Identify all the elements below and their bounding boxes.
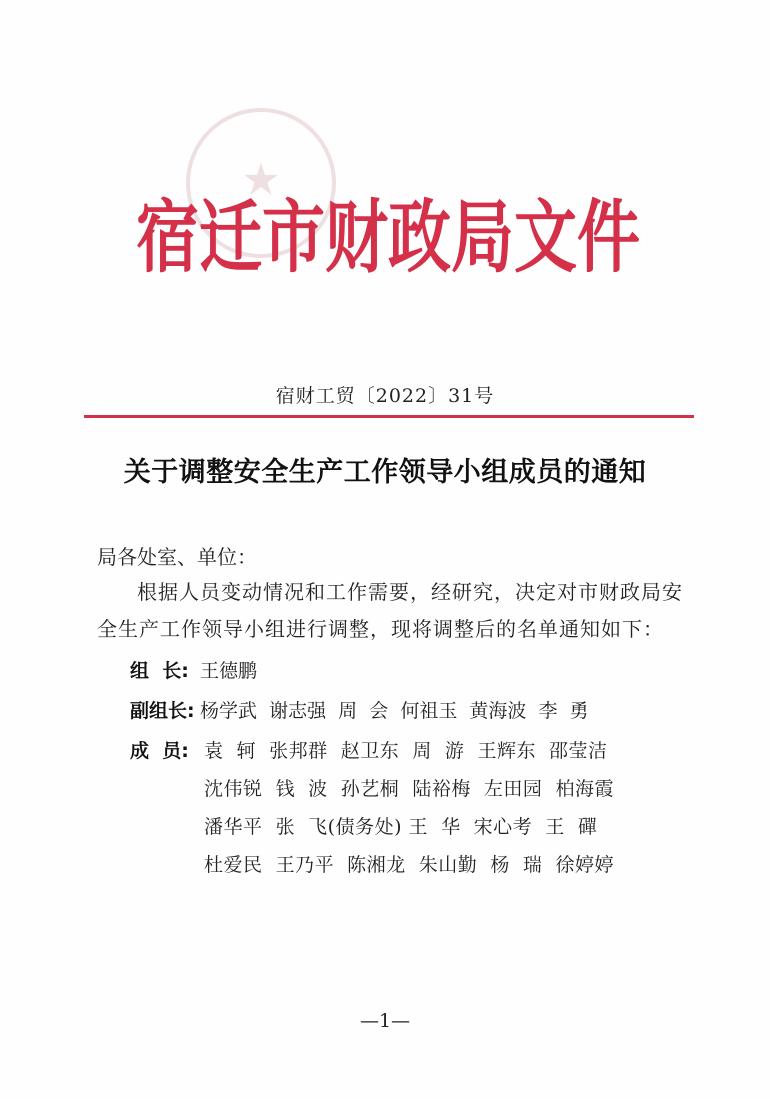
document-number: 宿财工贸〔2022〕31号	[275, 385, 495, 407]
seal-star-icon: ★	[241, 154, 281, 206]
deputy-label: 副组长:	[130, 700, 195, 722]
body-paragraph: 根据人员变动情况和工作需要，经研究，决定对市财政局安全生产工作领导小组进行调整，现将调整后的名单通知如下：	[97, 580, 683, 641]
members-line-3: 潘华平 张 飞(债务处) 王 华 宋心考 王 磾	[204, 816, 598, 838]
issuer-title: 宿迁市财政局文件	[136, 190, 640, 283]
page-number: —1—	[359, 1010, 411, 1032]
members-line-1: 袁 轲 张邦群 赵卫东 周 游 王辉东 邵莹洁	[204, 740, 608, 762]
red-divider-line	[84, 415, 694, 418]
leader-row	[130, 656, 257, 683]
deputy-row	[130, 696, 589, 723]
members-line-4: 杜爱民 王乃平 陈湘龙 朱山勤 杨 瑞 徐婷婷	[204, 854, 614, 876]
notice-title: 关于调整安全生产工作领导小组成员的通知	[123, 457, 647, 488]
deputy-names: 杨学武 谢志强 周 会 何祖玉 黄海波 李 勇	[200, 700, 589, 722]
members-line-2: 沈伟锐 钱 波 孙艺桐 陆裕梅 左田园 柏海霞	[204, 778, 614, 800]
leader-label: 组 长:	[130, 660, 189, 682]
members-label: 成 员:	[130, 740, 189, 762]
members-row	[130, 736, 200, 763]
addressee: 局各处室、单位：	[97, 545, 257, 569]
leader-names: 王德鹏	[200, 660, 258, 682]
